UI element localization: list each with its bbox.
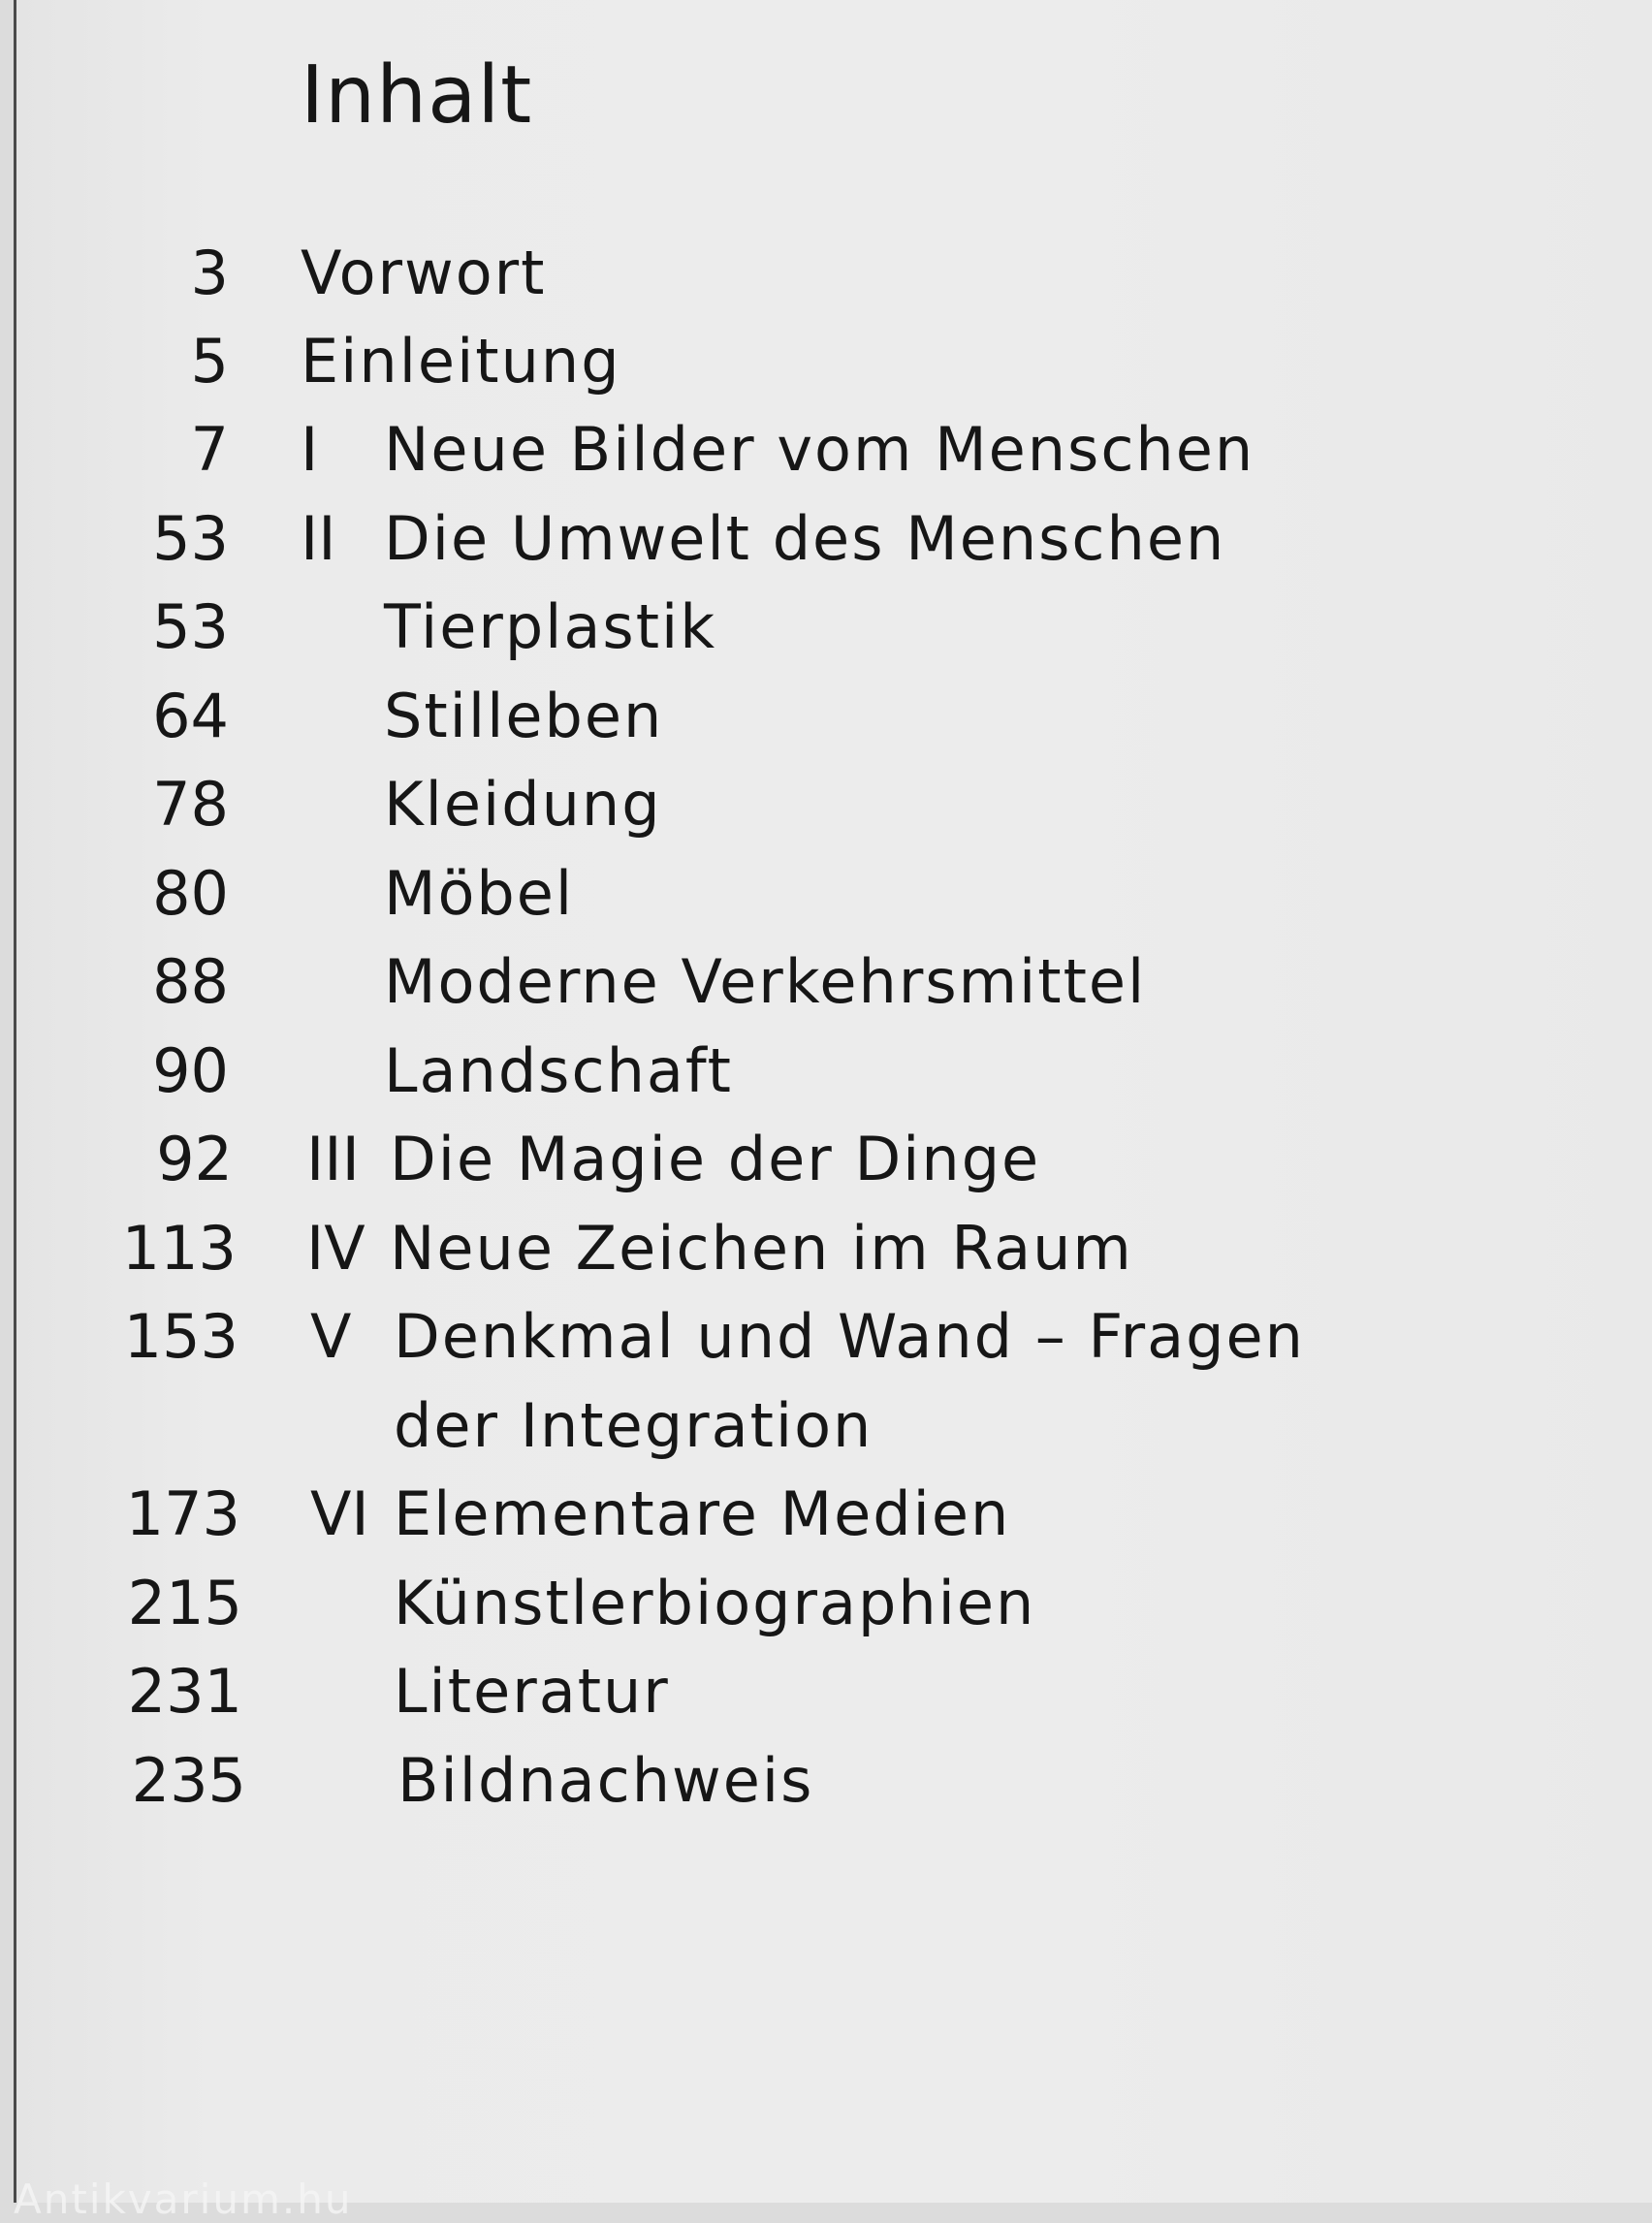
- toc-page-number: 64: [152, 681, 229, 751]
- book-page: [14, 0, 1652, 2223]
- toc-entry: [14, 678, 1652, 755]
- toc-entry: [14, 1742, 1652, 1820]
- toc-title: Kleidung: [384, 769, 662, 840]
- toc-entry: [14, 323, 1652, 400]
- toc-page-number: 7: [190, 414, 229, 485]
- toc-title: Künstlerbiographien: [394, 1568, 1036, 1638]
- toc-page-number: 113: [121, 1213, 237, 1284]
- toc-entry: [14, 235, 1652, 312]
- toc-title: Vorwort: [301, 238, 547, 308]
- toc-entry: [14, 1210, 1652, 1287]
- toc-title: Stilleben: [384, 681, 664, 751]
- toc-entry: [14, 1565, 1652, 1642]
- toc-title: Neue Bilder vom Menschen: [384, 414, 1255, 485]
- page-heading: Inhalt: [301, 49, 533, 142]
- toc-page-number: 53: [152, 503, 229, 574]
- toc-entry: [14, 766, 1652, 843]
- toc-title: Einleitung: [301, 326, 621, 397]
- toc-title: der Integration: [394, 1390, 874, 1461]
- toc-page-number: 92: [156, 1124, 233, 1194]
- toc-entry: [14, 500, 1652, 578]
- toc-entry: [14, 855, 1652, 933]
- toc-title: Neue Zeichen im Raum: [390, 1213, 1133, 1284]
- toc-title: Die Umwelt des Menschen: [384, 503, 1226, 574]
- toc-chapter-numeral: VI: [310, 1478, 369, 1549]
- toc-title: Bildnachweis: [397, 1745, 814, 1816]
- toc-entry: [14, 1476, 1652, 1553]
- toc-title: Moderne Verkehrsmittel: [384, 946, 1147, 1017]
- toc-chapter-numeral: I: [301, 414, 319, 485]
- toc-title: Elementare Medien: [394, 1478, 1011, 1549]
- toc-entry: [14, 1387, 1652, 1465]
- toc-entry: [14, 1298, 1652, 1376]
- toc-entry: [14, 1032, 1652, 1110]
- toc-chapter-numeral: V: [310, 1301, 352, 1372]
- toc-title: Möbel: [384, 858, 575, 929]
- toc-page-number: 235: [131, 1745, 246, 1816]
- toc-page-number: 231: [127, 1656, 242, 1727]
- toc-page-number: 5: [190, 326, 229, 397]
- toc-page-number: 153: [123, 1301, 238, 1372]
- toc-page-number: 88: [152, 946, 229, 1017]
- toc-entry: [14, 411, 1652, 489]
- toc-title: Landschaft: [384, 1035, 733, 1106]
- toc-entry: [14, 1121, 1652, 1198]
- toc-page-number: 215: [127, 1568, 242, 1638]
- toc-page-number: 3: [190, 238, 229, 308]
- toc-page-number: 53: [152, 591, 229, 662]
- toc-page-number: 90: [152, 1035, 229, 1106]
- toc-entry: [14, 943, 1652, 1021]
- toc-page-number: 173: [125, 1478, 240, 1549]
- watermark: Antikvarium.hu: [14, 2175, 353, 2223]
- toc-chapter-numeral: III: [306, 1124, 360, 1194]
- table-of-contents: [14, 0, 1652, 2203]
- toc-title: Tierplastik: [384, 591, 717, 662]
- toc-title: Die Magie der Dinge: [390, 1124, 1041, 1194]
- toc-page-number: 80: [152, 858, 229, 929]
- toc-title: Literatur: [394, 1656, 670, 1727]
- toc-page-number: 78: [152, 769, 229, 840]
- toc-chapter-numeral: IV: [306, 1213, 365, 1284]
- toc-title: Denkmal und Wand – Fragen: [394, 1301, 1305, 1372]
- toc-chapter-numeral: II: [301, 503, 336, 574]
- toc-entry: [14, 1653, 1652, 1731]
- toc-entry: [14, 588, 1652, 666]
